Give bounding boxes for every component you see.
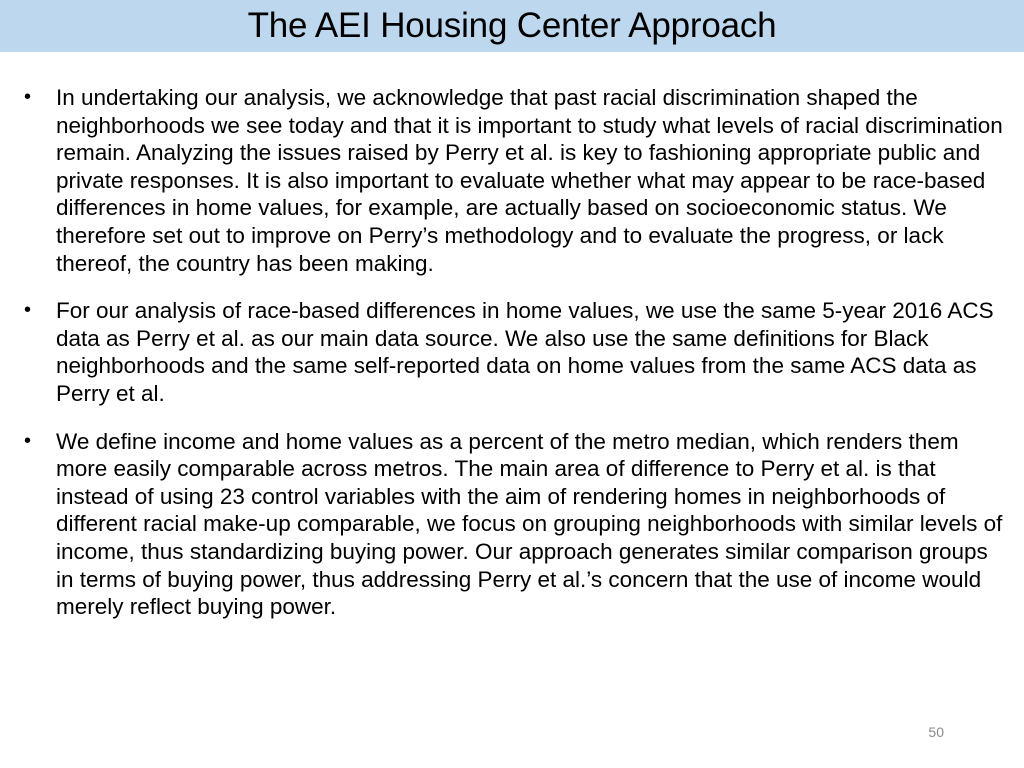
- bullet-dot-icon: •: [24, 429, 32, 452]
- bullet-item: [22, 428, 1004, 621]
- title-banner: [0, 0, 1024, 52]
- bullet-list: [22, 84, 1004, 641]
- bullet-text: We define income and home values as a percent of the metro median, which renders them more easily comparable across metros. The main area of difference to Perry et al. is that instead of using 23 control variables with the aim of rendering homes in neighborhoods of different racial make-up comparable, we focus on grouping neighborhoods with similar levels of income, thus standardizing buying power. Our approach generates similar comparison groups in terms of buying power, thus addressing Perry et al.’s concern that the use of income would merely reflect buying power.: [56, 428, 1003, 620]
- bullet-text: In undertaking our analysis, we acknowledge that past racial discrimination shaped the neighborhoods we see today and that it is important to study what levels of racial discrimination remain. Analyzing the issues raised by Perry et al. is key to fashioning appropriate public and private responses. It is also important to evaluate whether what may appear to be race-based differences in home values, for example, are actually based on socioeconomic status. We therefore set out to improve on Perry’s methodology and to evaluate the progress, or lack thereof, the country has been making.: [56, 85, 1003, 276]
- bullet-item: [22, 297, 1004, 407]
- bullet-dot-icon: •: [24, 86, 32, 108]
- bullet-item: [22, 84, 1004, 277]
- bullet-text: For our analysis of race-based differences in home values, we use the same 5-year 2016 ACS data as Perry et al. as our main data source. We also use the same definitions for Black neighborhoods and the same self-reported data on home values from the same ACS data as Perry et al.: [56, 298, 994, 406]
- slide-title: The AEI Housing Center Approach: [247, 6, 777, 45]
- bullet-dot-icon: •: [24, 299, 32, 322]
- page-number: 50: [928, 724, 944, 740]
